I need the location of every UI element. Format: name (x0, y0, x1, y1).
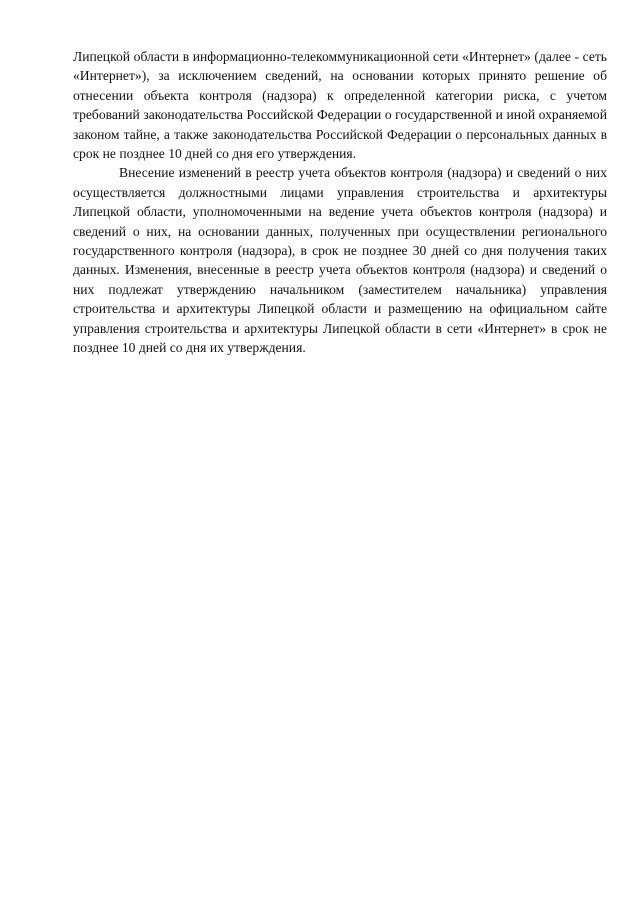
paragraph-continuation: Липецкой области в информационно-телекоммуникационной сети «Интернет» (далее - сеть «Интернет»), за исключением сведений, на основании которых принято решение об отнесении объекта контроля (надзора) к определенной категории риска, с учетом требований законодательства Российской Федерации о государственной и иной охраняемой законом тайне, а также законодательства Российской Федерации о персональных данных в срок не позднее 10 дней со дня его утверждения. (73, 49, 607, 162)
paragraph-registry-changes: Внесение изменений в реестр учета объектов контроля (надзора) и сведений о них осуществляется должностными лицами управления строительства и архитектуры Липецкой области, уполномоченными на ведение учета объектов контроля (надзора) и сведений о них, на основании данных, полученных при осуществлении регионального государственного контроля (надзора), в срок не позднее 30 дней со дня получения таких данных. Изменения, внесенные в реестр учета объектов контроля (надзора) и сведений о них подлежат утверждению начальником (заместителем начальника) управления строительства и архитектуры Липецкой области и размещению на официальном сайте управления строительства и архитектуры Липецкой области в сети «Интернет» в срок не позднее 10 дней со дня их утверждения. (73, 165, 607, 356)
document-body (73, 47, 607, 358)
